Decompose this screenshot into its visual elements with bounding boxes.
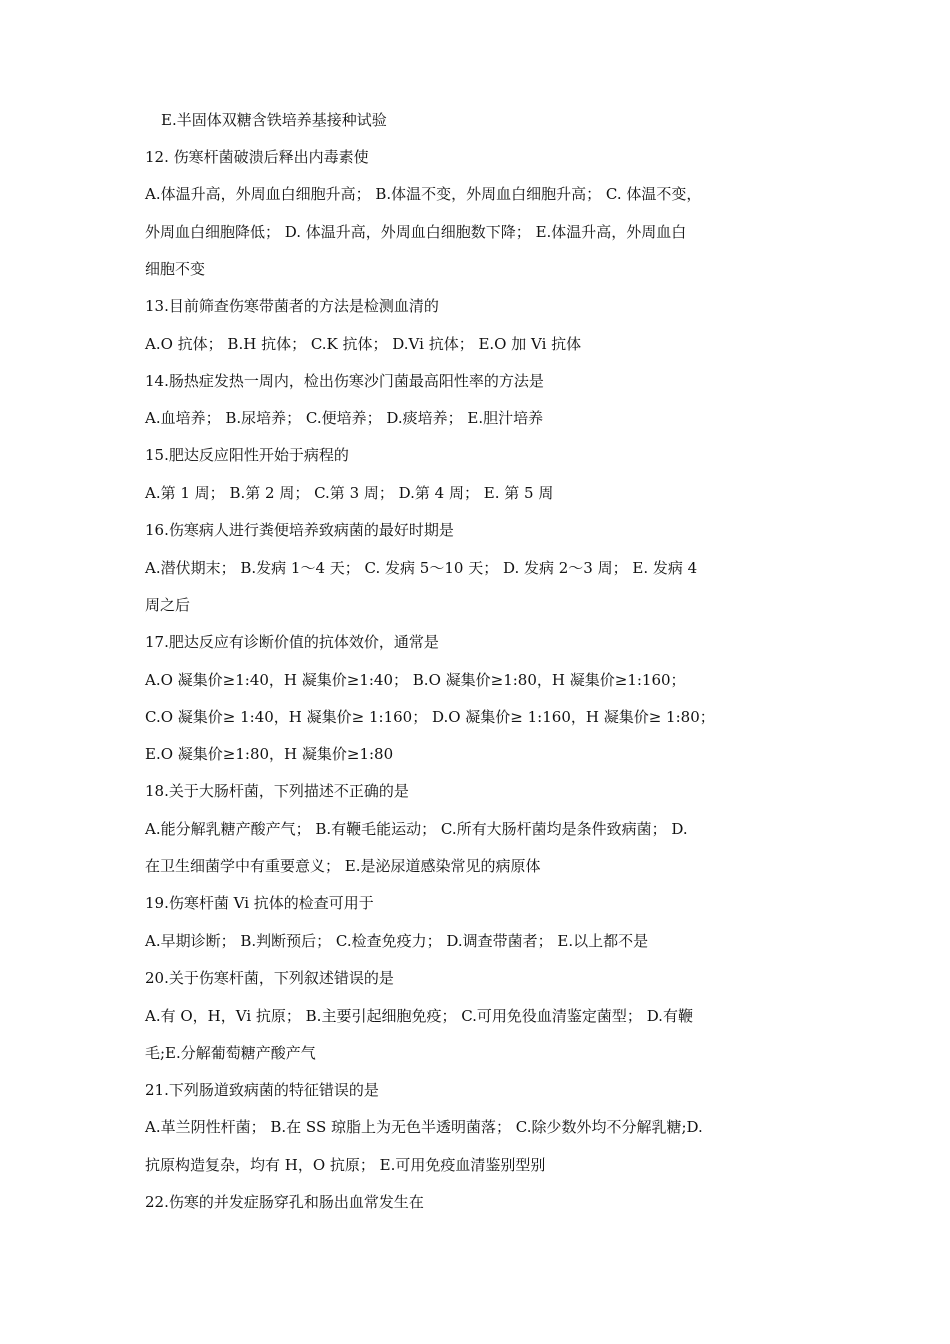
question-16: 16.伤寒病人进行粪便培养致病菌的最好时期是 (145, 521, 454, 539)
question-14: 14.肠热症发热一周内，检出伤寒沙门菌最高阳性率的方法是 (145, 372, 544, 390)
option-line: A.O 抗体； B.H 抗体； C.K 抗体； D.Vi 抗体； E.O 加 Vi 抗体 (145, 335, 582, 353)
question-20: 20.关于伤寒杆菌，下列叙述错误的是 (145, 969, 394, 987)
question-12: 12. 伤寒杆菌破溃后释出内毒素使 (145, 148, 369, 166)
option-line: 细胞不变 (145, 260, 206, 278)
option-line: A.体温升高，外周血白细胞升高； B.体温不变，外周血白细胞升高； C. 体温不变， (145, 185, 702, 203)
option-line: 抗原构造复杂，均有 H，O 抗原； E.可用免疫血清鉴别型别 (145, 1156, 546, 1174)
option-line: A.早期诊断； B.判断预后； C.检查免疫力； D.调查带菌者； E.以上都不是 (145, 932, 649, 950)
option-line: 外周血白细胞降低； D. 体温升高，外周血白细胞数下降； E.体温升高，外周血白 (145, 223, 687, 241)
option-line: A.有 O，H，Vi 抗原； B.主要引起细胞免疫； C.可用免役血清鉴定菌型； D.有鞭 (145, 1007, 693, 1025)
option-line: E.O 凝集价≥1:80，H 凝集价≥1:80 (145, 745, 394, 763)
option-line: A.O 凝集价≥1:40，H 凝集价≥1:40； B.O 凝集价≥1:80，H 凝集价≥1:160； (145, 671, 686, 689)
option-line: 在卫生细菌学中有重要意义； E.是泌尿道感染常见的病原体 (145, 857, 541, 875)
question-17: 17.肥达反应有诊断价值的抗体效价，通常是 (145, 633, 439, 651)
question-22: 22.伤寒的并发症肠穿孔和肠出血常发生在 (145, 1193, 424, 1211)
option-line: 毛;E.分解葡萄糖产酸产气 (145, 1044, 316, 1062)
option-line: A.第 1 周； B.第 2 周； C.第 3 周； D.第 4 周； E. 第 5 周 (145, 484, 554, 502)
question-19: 19.伤寒杆菌 Vi 抗体的检查可用于 (145, 894, 374, 912)
option-line: A.血培养； B.尿培养； C.便培养； D.痰培养； E.胆汁培养 (145, 409, 544, 427)
question-18: 18.关于大肠杆菌，下列描述不正确的是 (145, 782, 409, 800)
option-line: A.革兰阴性杆菌； B.在 SS 琼脂上为无色半透明菌落； C.除少数外均不分解乳糖;D. (145, 1118, 703, 1136)
option-line: C.O 凝集价≥ 1:40，H 凝集价≥ 1:160； D.O 凝集价≥ 1:160，H 凝集价≥ 1:80； (145, 708, 715, 726)
option-line: 周之后 (145, 596, 191, 614)
question-21: 21.下列肠道致病菌的特征错误的是 (145, 1081, 379, 1099)
option-line: E.半固体双糖含铁培养基接种试验 (161, 111, 387, 129)
question-13: 13.目前筛查伤寒带菌者的方法是检测血清的 (145, 297, 439, 315)
option-line: A.能分解乳糖产酸产气； B.有鞭毛能运动； C.所有大肠杆菌均是条件致病菌； D. (145, 820, 688, 838)
option-line: A.潜伏期末； B.发病 1～4 天； C. 发病 5～10 天； D. 发病 2～3 周； E. 发病 4 (145, 559, 698, 577)
question-15: 15.肥达反应阳性开始于病程的 (145, 446, 349, 464)
